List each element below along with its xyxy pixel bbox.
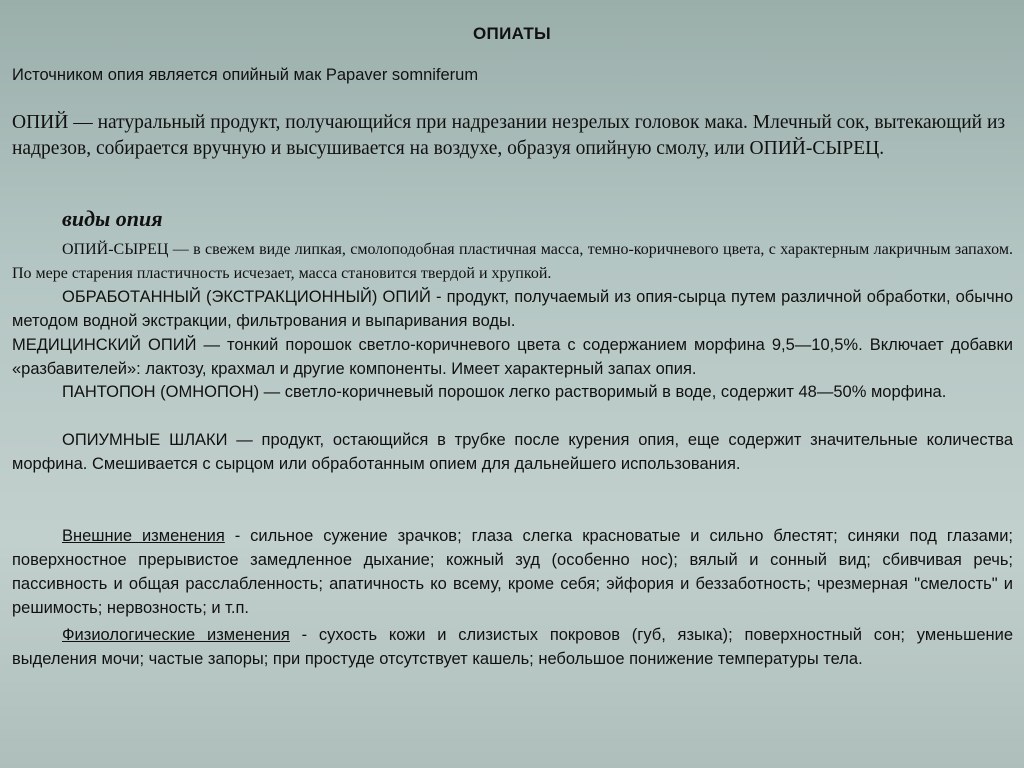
page-title: ОПИАТЫ (473, 24, 551, 43)
physiological-changes-paragraph (12, 623, 1013, 671)
opium-slag-text: ОПИУМНЫЕ ШЛАКИ — продукт, остающийся в трубке после курения опия, еще содержит значительные количества морфина. Смешивается с сырцом или обработанным опием для дальнейшего использования. (12, 431, 1013, 473)
raw-opium-text: ОПИЙ-СЫРЕЦ — в свежем виде липкая, смолоподобная пластичная масса, темно-коричневого цвета, с характерным лакричным запахом. По мере старения пластичность исчезает, масса становится твердой и хрупкой. (12, 241, 1013, 282)
processed-opium-paragraph (12, 285, 1013, 333)
opium-types-heading: виды опия (62, 206, 163, 231)
external-changes-label: Внешние изменения (62, 527, 225, 545)
pantopon-text: ПАНТОПОН (ОМНОПОН) — светло-коричневый порошок легко растворимый в воде, содержит 48—50% морфина. (62, 383, 947, 401)
external-changes-paragraph (12, 524, 1013, 620)
medical-opium-paragraph: МЕДИЦИНСКИЙ ОПИЙ — тонкий порошок светло-коричневого цвета с содержанием морфина 9,5—10,5%. Включает добавки «разбавителей»: лактозу, крахмал и другие компоненты. Имеет характерный запах опия. (12, 336, 1013, 378)
physiological-changes-text: - сухость кожи и слизистых покровов (губ, языка); поверхностный сон; уменьшение выделения мочи; частые запоры; при простуде отсутствует кашель; небольшое понижение температуры тела. (12, 626, 1014, 668)
pantopon-paragraph (12, 380, 1013, 404)
processed-opium-block (12, 285, 1013, 381)
opium-source-line: Источником опия является опийный мак Papaver somniferum (12, 66, 479, 84)
external-changes-text: - сильное сужение зрачков; глаза слегка красноватые и сильно блестят; синяки под глазами; поверхностное прерывистое замедленное дыхание; кожный зуд (особенно нос); вялый и сонный вид; сбивчивая речь; пассивность и общая расслабленность; апатичность ко всему, кроме себя; эйфория и беззаботность; чрезмерная "смелость" и решимость; нервозность; и т.п. (12, 527, 1013, 617)
opium-definition: ОПИЙ — натуральный продукт, получающийся при надрезании незрелых головок мака. Млечный сок, вытекающий из надрезов, собирается вручную и высушивается на воздухе, образуя опийную смолу, или ОПИЙ-СЫРЕЦ. (12, 112, 1006, 159)
physiological-changes-label: Физиологические изменения (62, 626, 290, 644)
opium-slag-paragraph (12, 428, 1013, 476)
raw-opium-paragraph (12, 238, 1013, 285)
processed-opium-text: ОБРАБОТАННЫЙ (ЭКСТРАКЦИОННЫЙ) ОПИЙ - продукт, получаемый из опия-сырца путем различной обработки, обычно методом водной экстракции, фильтрования и выпаривания воды. (12, 288, 1013, 330)
